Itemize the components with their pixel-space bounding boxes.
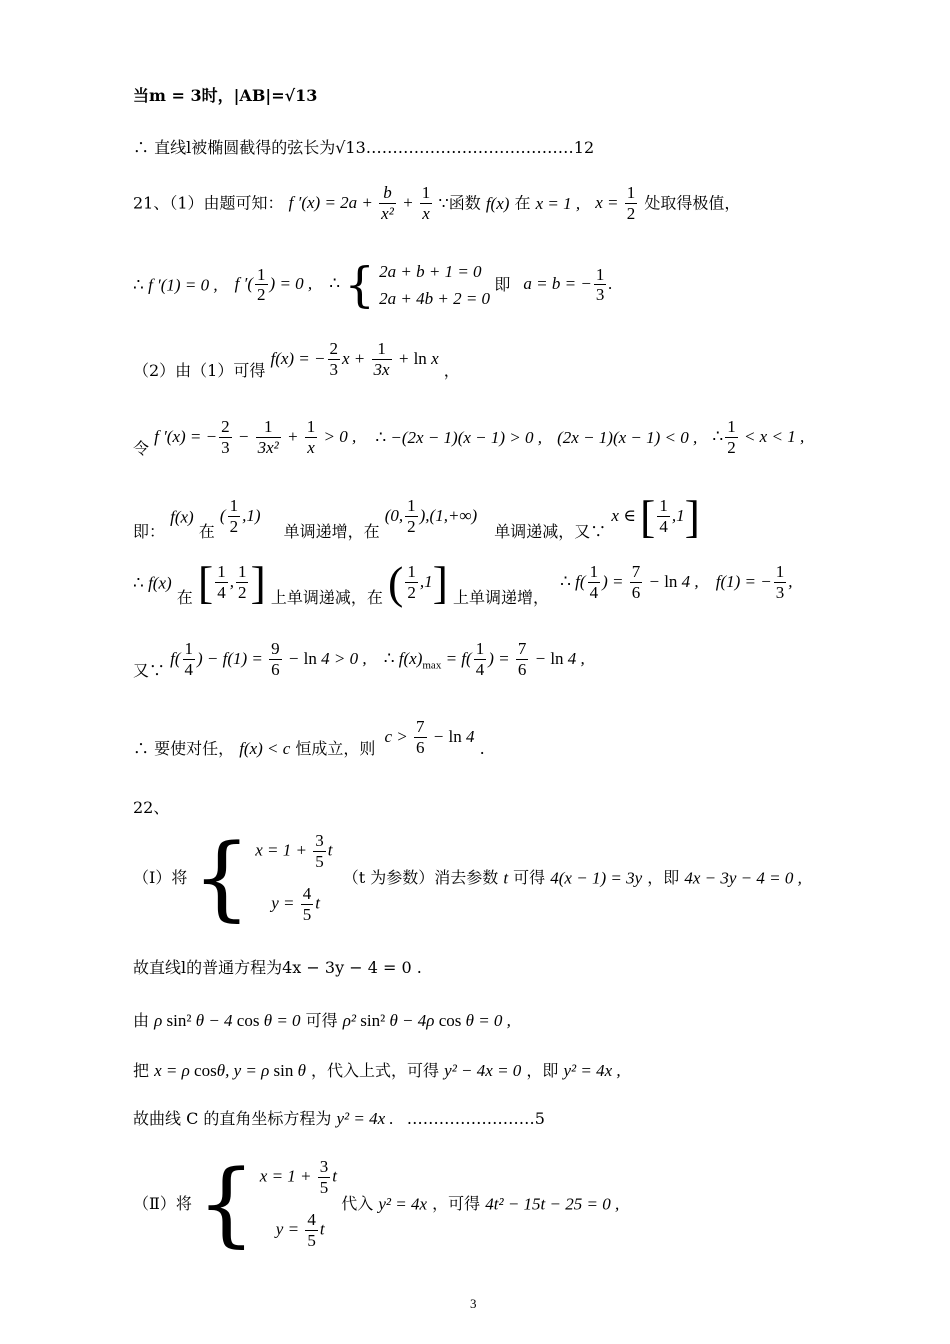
formula-fx-8: ∴ f(x) bbox=[133, 573, 172, 593]
text-ji-15: ，即 bbox=[526, 1061, 559, 1080]
formula-param-system-2: { x = 1 + $\frac{3}{5}$ t y = $\frac{4}{5}$ t bbox=[196, 1150, 338, 1258]
formula-x-half: x = $\frac{1}{2}$ bbox=[595, 183, 636, 223]
label-21-2: （2）由（1）可得 bbox=[133, 361, 266, 381]
formula-y2-4x-zero: y² − 4x = 0 bbox=[444, 1061, 522, 1080]
line-22-2 bbox=[133, 1150, 620, 1258]
formula-fx: f(x) bbox=[485, 194, 510, 214]
formula-fx-lt-c: f(x) < c bbox=[239, 739, 291, 759]
formula-f1: f(1) = − $\frac{1}{3}$ , bbox=[715, 562, 793, 603]
text-ji-4: 即 bbox=[494, 275, 511, 295]
text-dai: 代入 bbox=[341, 1194, 374, 1214]
formula-line-eq: 4x − 3y − 4 = 0 , bbox=[684, 868, 802, 888]
text-param: （t 为参数）消去参数 bbox=[342, 868, 499, 888]
formula-quadratic: 4t² − 15t − 25 = 0 , bbox=[485, 1194, 620, 1214]
formula-interval: ∴ $\frac{1}{2}$ < x < 1 , bbox=[712, 417, 805, 457]
text-you-14: 由 bbox=[133, 1011, 150, 1030]
label-22: 22、 bbox=[133, 798, 170, 817]
formula-f-quarter: ∴ f( $\frac{1}{4}$ ) = $\frac{7}{6}$ − ln 4 , bbox=[560, 562, 699, 603]
page-number: 3 bbox=[470, 1296, 477, 1311]
formula-y2-4x-2: y² = 4x bbox=[378, 1194, 428, 1214]
formula-param-system: { x = 1 + $\frac{3}{5}$ t y = $\frac{4}{5}$ t bbox=[192, 824, 333, 932]
formula-ab: a = b = − $\frac{1}{3}$ . bbox=[523, 264, 613, 305]
text-get-17: ，可得 bbox=[432, 1194, 481, 1214]
line-m3 bbox=[133, 88, 317, 104]
formula-polar: ρ sin² θ − 4 cos θ = 0 bbox=[154, 1011, 301, 1030]
line-conclusion: ∴ 要使对任， f(x) < c 恒成立，则 c > $\frac{7}{6}$ − ln 4 . bbox=[133, 717, 485, 759]
line-equations bbox=[133, 258, 613, 312]
line-polar bbox=[133, 1012, 511, 1029]
text-zai-8: 在 bbox=[176, 588, 193, 607]
text-extreme: 处取得极值， bbox=[644, 193, 741, 213]
formula-fprime-gt: f ′(x) = − $\frac{2}{3}$ − $\frac{1}{\text{3x²}}$ + $\frac{1}{x}$ > 0 , bbox=[154, 417, 357, 457]
formula-inc-bracket: ( $\frac{1}{2}$ ,1] bbox=[387, 557, 448, 608]
text-zai-7: 在 bbox=[198, 522, 215, 541]
text-get-12: 可得 bbox=[513, 868, 546, 888]
formula-curve: y² = 4x . bbox=[336, 1109, 394, 1128]
formula-x1: x = 1 , bbox=[535, 194, 581, 214]
formula-f1-zero: ∴ f ′(1) = 0 , bbox=[133, 275, 218, 295]
label-21-1: 21、（1）由题可知： bbox=[133, 193, 284, 213]
text-require: ∴ 要使对任， bbox=[133, 739, 235, 759]
text-dots-5: ……………………5 bbox=[406, 1109, 545, 1128]
text-chord-dots: …………………………………12 bbox=[365, 138, 595, 157]
text-dec-7: 单调递减，又∵ bbox=[494, 522, 607, 541]
line-compare bbox=[133, 640, 585, 679]
text-dec-8: 上单调递减，在 bbox=[270, 588, 383, 607]
formula-c-gt: c > $\frac{7}{6}$ − ln 4 bbox=[384, 717, 475, 757]
line-21-1 bbox=[133, 184, 740, 223]
formula-fhalf-zero: f ′( $\frac{1}{2}$ ) = 0 , bbox=[234, 264, 313, 305]
text-you-9: 又∵ bbox=[133, 661, 166, 681]
formula-dec-bracket: [ $\frac{1}{4}$ , $\frac{1}{2}$ ] bbox=[197, 557, 266, 608]
formula-inc-interval: ( $\frac{1}{2}$ ,1) bbox=[219, 496, 261, 537]
formula-diff: f( $\frac{1}{4}$ ) − f(1) = $\frac{9}{6}$ − ln 4 > 0 , bbox=[170, 639, 367, 679]
line-monotone bbox=[133, 491, 700, 542]
line-substitute bbox=[133, 1062, 621, 1079]
text-always: 恒成立，则 bbox=[295, 739, 376, 759]
formula-domain: x ∈ [ $\frac{1}{4}$ ,1] bbox=[611, 491, 700, 542]
line-ling bbox=[133, 418, 804, 457]
text-chord: ∴ 直线l被椭圆截得的弦长为√13 bbox=[133, 138, 366, 157]
line-curve-c bbox=[133, 1110, 545, 1127]
text-ling: 令 bbox=[133, 439, 150, 459]
formula-max: ∴ $f(x)_{max} = f$( $\frac{1}{4}$ ) = $\frac{7}{6}$ − ln 4 , bbox=[383, 639, 585, 679]
formula-eliminated: 4(x − 1) = 3y bbox=[550, 868, 643, 888]
label-22-1: （Ⅰ）将 bbox=[133, 868, 188, 888]
formula-fprime: f ′(x) = 2a + $\frac{b}{\text{x²}}$ + $\frac{1}{x}$ bbox=[288, 183, 431, 223]
formula-fx-7: f(x) bbox=[170, 507, 194, 527]
formula-polar-2: ρ² sin² θ − 4ρ cos θ = 0 , bbox=[342, 1011, 511, 1030]
formula-polar-subst: x = ρ cosθ, y = ρ sin θ bbox=[154, 1061, 306, 1080]
line-21-2: （2）由（1）可得 f(x) = − $\frac{2}{3}$ x + $\frac{1}{3x}$ + ln x ， bbox=[133, 339, 460, 381]
text-ji-7: 即： bbox=[133, 522, 166, 541]
text-inc-8: 上单调递增， bbox=[452, 588, 549, 607]
formula-y2-4x: y² = 4x , bbox=[563, 1061, 621, 1080]
text-inc-7: 单调递增，在 bbox=[283, 522, 380, 541]
line-chord bbox=[133, 140, 594, 156]
text-function: ∵函数 bbox=[438, 193, 481, 213]
text-subst: ，代入上式，可得 bbox=[311, 1061, 440, 1080]
text-at: 在 bbox=[514, 193, 531, 213]
text-line-normal: 故直线l的普通方程为4x − 3y − 4 = 0 . bbox=[133, 958, 422, 977]
line-22-1: （Ⅰ）将 { x = 1 + $\frac{3}{5}$ t y = $\frac{4}{5}$ t （t 为参数）消去参数 t 可得 4(x − 1) = 3y ，即 4x − 3y − 4 = 0 , bbox=[133, 824, 802, 932]
text-get-14: 可得 bbox=[305, 1011, 338, 1030]
text-ji-12: ，即 bbox=[647, 868, 680, 888]
formula-fx-def: f(x) = − $\frac{2}{3}$ x + $\frac{1}{3x}$ + ln x bbox=[270, 339, 439, 379]
formula-product-neg: ∴ −(2x − 1)(x − 1) > 0 , bbox=[375, 428, 543, 448]
formula-product-lt: (2x − 1)(x − 1) < 0 , bbox=[557, 428, 698, 448]
text-curve-c: 故曲线 C 的直角坐标方程为 bbox=[133, 1109, 332, 1128]
text-m3: 当m = 3时，|AB|=√13 bbox=[133, 86, 318, 105]
formula-system: ∴ { 2a + b + 1 = 0 2a + 4b + 2 = 0 bbox=[329, 257, 491, 314]
formula-dec-interval: (0, $\frac{1}{2}$ ),(1,+∞) bbox=[384, 496, 478, 537]
line-monotone-2 bbox=[133, 557, 793, 608]
text-ba: 把 bbox=[133, 1061, 150, 1080]
label-22-2: （Ⅱ）将 bbox=[133, 1194, 192, 1214]
